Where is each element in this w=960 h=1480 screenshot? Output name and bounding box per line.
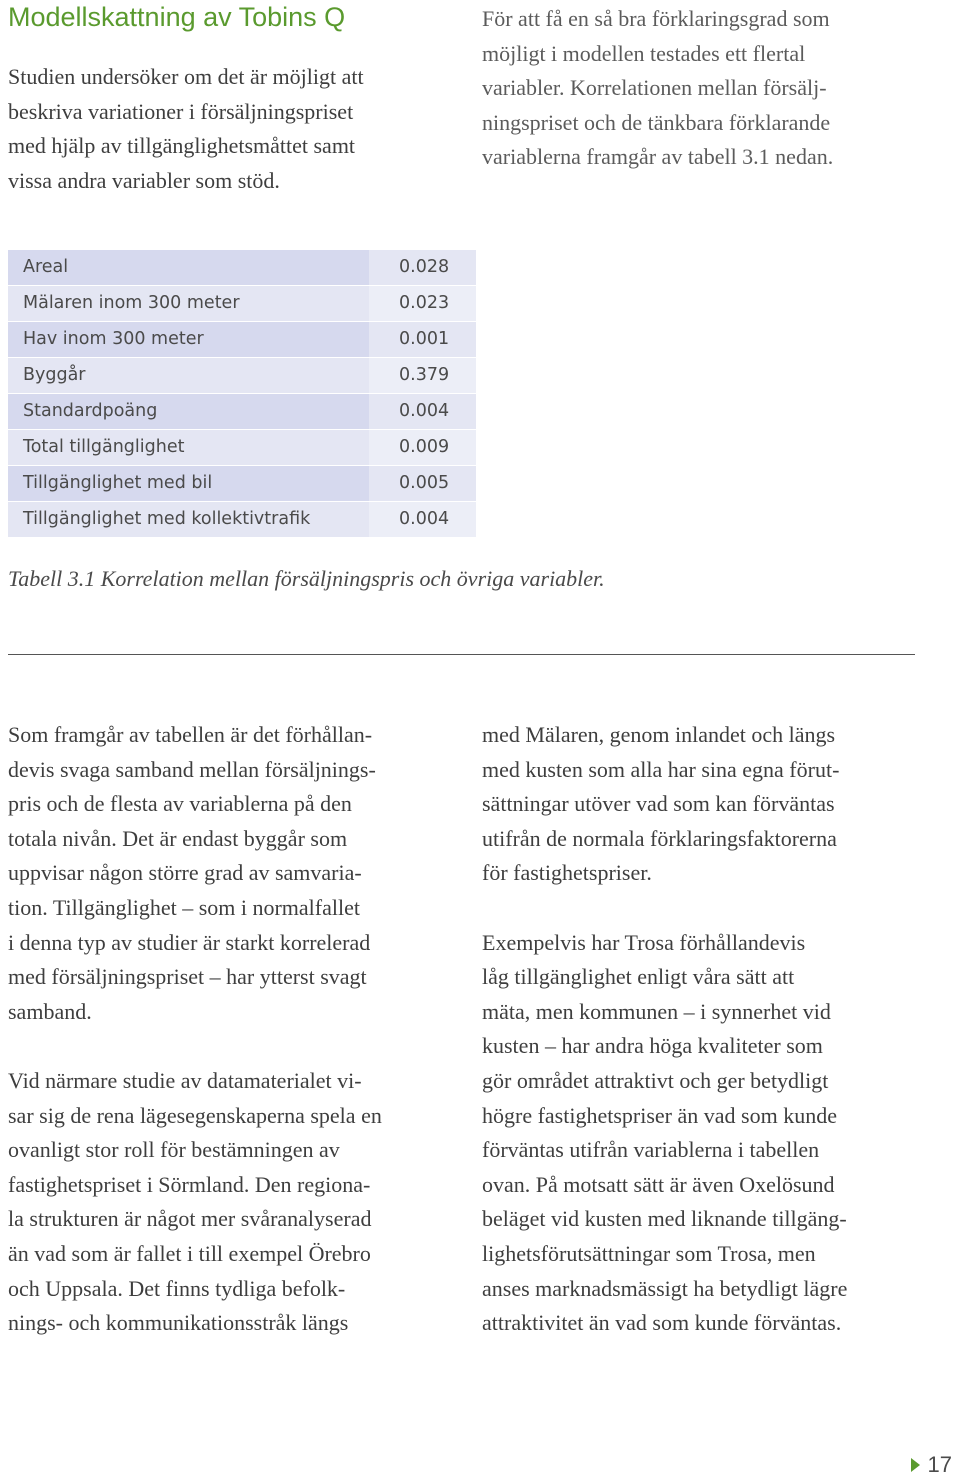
table-row	[8, 429, 476, 465]
table-row	[8, 285, 476, 321]
table-caption: Tabell 3.1 Korrelation mellan försäljningspris och övriga variabler.	[8, 566, 605, 591]
triangle-right-icon	[911, 1458, 920, 1472]
row-value: 0.001	[369, 322, 476, 357]
row-value: 0.379	[369, 358, 476, 393]
row-value: 0.005	[369, 466, 476, 501]
row-value: 0.028	[369, 250, 476, 285]
intro-right-column	[482, 2, 922, 175]
row-label: Tillgänglighet med kollektivtrafik	[8, 502, 369, 537]
correlation-table	[8, 250, 476, 537]
table-row	[8, 393, 476, 429]
table-row	[8, 250, 476, 285]
row-label: Standardpoäng	[8, 394, 369, 429]
row-label: Mälaren inom 300 meter	[8, 286, 369, 321]
row-value: 0.004	[369, 394, 476, 429]
body-right-column	[482, 718, 922, 1341]
row-value: 0.023	[369, 286, 476, 321]
body-paragraph: Vid närmare studie av datamaterialet vi- sar sig de rena lägesegenskaperna spela en ovanligt stor roll för bestämningen av fastighetspriset i Sörmland. Den regiona- la strukturen är något mer svåranalyserad än vad som är fallet i till exempel Örebro och Uppsala. Det finns tydliga befolk- nings- och kommunikationsstråk längs	[8, 1067, 382, 1336]
intro-paragraph-left: Studien undersöker om det är möjligt att beskriva variationer i försäljningspriset med hjälp av tillgänglighetsmåttet samt vissa andra variabler som stöd.	[8, 64, 364, 193]
intro-paragraph-right: För att få en så bra förklaringsgrad som möjligt i modellen testades ett flertal variabler. Korrelationen mellan försälj- ningspriset och de tänkbara förklarande variablerna framgår av tabell 3.1 nedan.	[482, 6, 834, 170]
page-number	[911, 1452, 952, 1478]
page-number-text: 17	[927, 1452, 952, 1477]
row-value: 0.009	[369, 430, 476, 465]
intro-left-column	[8, 60, 448, 198]
row-label: Total tillgänglighet	[8, 430, 369, 465]
body-paragraph: Exempelvis har Trosa förhållandevis låg tillgänglighet enligt våra sätt att mäta, men kommunen – i synnerhet vid kusten – har andra höga kvaliteter som gör området attraktivt och ger betydligt högre fastighetspriser än vad som kunde förväntas utifrån variablerna i tabellen ovan. På motsatt sätt är även Oxelösund beläget vid kusten med liknande tillgäng- lighetsförutsättningar som Trosa, men anses marknadsmässigt ha betydligt lägre attraktivitet än vad som kunde förväntas.	[482, 929, 848, 1336]
row-label: Hav inom 300 meter	[8, 322, 369, 357]
body-paragraph: med Mälaren, genom inlandet och längs med kusten som alla har sina egna förut- sättningar utöver vad som kan förväntas utifrån de normala förklaringsfaktorerna för fastighetspriser.	[482, 722, 840, 886]
row-label: Areal	[8, 250, 369, 285]
body-left-column	[8, 718, 448, 1341]
table-row	[8, 501, 476, 537]
table-row	[8, 465, 476, 501]
page-title: Modellskattning av Tobins Q	[8, 2, 346, 32]
row-value: 0.004	[369, 502, 476, 537]
row-label: Byggår	[8, 358, 369, 393]
section-divider	[8, 654, 915, 655]
row-label: Tillgänglighet med bil	[8, 466, 369, 501]
table-row	[8, 321, 476, 357]
table-row	[8, 357, 476, 393]
body-paragraph: Som framgår av tabellen är det förhållan- devis svaga samband mellan försäljnings- pris och de flesta av variablerna på den totala nivån. Det är endast byggår som uppvisar någon större grad av samvaria- tion. Tillgänglighet – som i normalfallet i denna typ av studier är starkt korrelerad med försäljningspriset – har ytterst svagt samband.	[8, 722, 376, 1024]
